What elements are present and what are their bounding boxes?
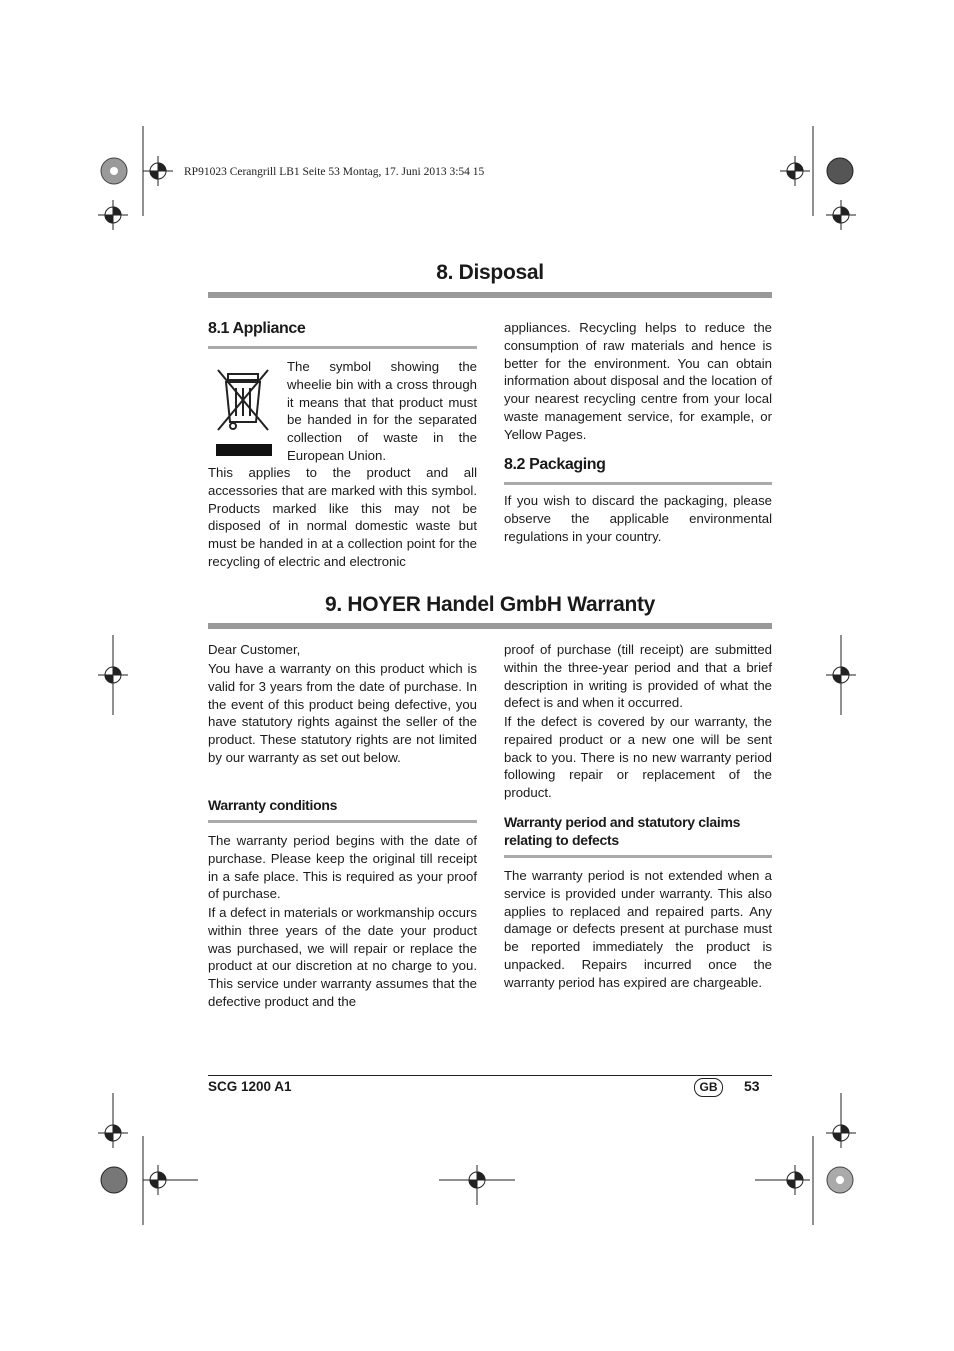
footer-model: SCG 1200 A1 [208, 1079, 292, 1094]
wheelie-bin-crossed-icon [210, 362, 276, 458]
subsection-title-packaging: 8.2 Packaging [504, 456, 606, 473]
subsection-title-appliance: 8.1 Appliance [208, 320, 306, 337]
footer-rule [208, 1075, 772, 1076]
print-info: RP91023 Cerangrill LB1 Seite 53 Montag, 17. Juni 2013 3:54 15 [184, 166, 485, 178]
warranty-conditions-p1: The warranty period begins with the date of purchase. Please keep the original till receipt in a safe place. This is required as your proof of purchase. [208, 833, 477, 902]
subsection-title-warranty-conditions: Warranty conditions [208, 797, 338, 813]
subsection-rule [208, 820, 477, 823]
warranty-intro: You have a warranty on this product which is valid for 3 years from the date of purchase. In the event of this product being defective, you have statutory rights against the seller of the product. These statutory rights are not limited by our warranty as set out below. [208, 661, 477, 765]
section-title-disposal: 8. Disposal [436, 261, 544, 284]
appliance-paragraph-wrap: The symbol showing the wheelie bin with a cross through it means that that product must be handed in for the separated collection of waste in the European Union. [287, 359, 477, 463]
appliance-paragraph-right: appliances. Recycling helps to reduce the consumption of raw materials and hence is better for the environment. You can obtain information about disposal and the location of your nearest recycling centre from your local waste management service, for example, or Yellow Pages. [504, 320, 772, 442]
section-rule [208, 623, 772, 629]
section-title-warranty: 9. HOYER Handel GmbH Warranty [324, 593, 656, 616]
packaging-paragraph: If you wish to discard the packaging, please observe the applicable environmental regulations in your country. [504, 493, 772, 544]
section-rule [208, 292, 772, 298]
subsection-title-warranty-period: Warranty period and statutory claims relating to defects [504, 814, 741, 848]
warranty-right-p2: If the defect is covered by our warranty, the repaired product or a new one will be sent back to you. There is no new warranty period following repair or replacement of the product. [504, 714, 772, 801]
warranty-conditions-p2: If a defect in materials or workmanship occurs within three years of the date your product was purchased, we will repair or replace the product at our discretion at no charge to you. This service under warranty assumes that the defective product and the [208, 905, 477, 1009]
subsection-rule [208, 346, 477, 349]
warranty-greeting: Dear Customer, [208, 642, 301, 657]
appliance-paragraph-cont: This applies to the product and all accessories that are marked with this symbol. Products marked like this may not be disposed of in normal domestic waste but must be handed in at a collection point for the recycling of electric and electronic [208, 465, 477, 569]
warranty-right-p1: proof of purchase (till receipt) are submitted within the three-year period and that a brief description in writing is provided of what the defect is and when it occurred. [504, 642, 772, 711]
warranty-period-paragraph: The warranty period is not extended when a service is provided under warranty. This also applies to replaced and repaired parts. Any damage or defects present at purchase must be reported immediately the product is unpacked. Repairs incurred once the warranty period has expired are chargeable. [504, 868, 772, 990]
subsection-rule [504, 855, 772, 858]
language-badge: GB [694, 1078, 723, 1097]
page-number: 53 [744, 1078, 760, 1094]
subsection-rule [504, 482, 772, 485]
